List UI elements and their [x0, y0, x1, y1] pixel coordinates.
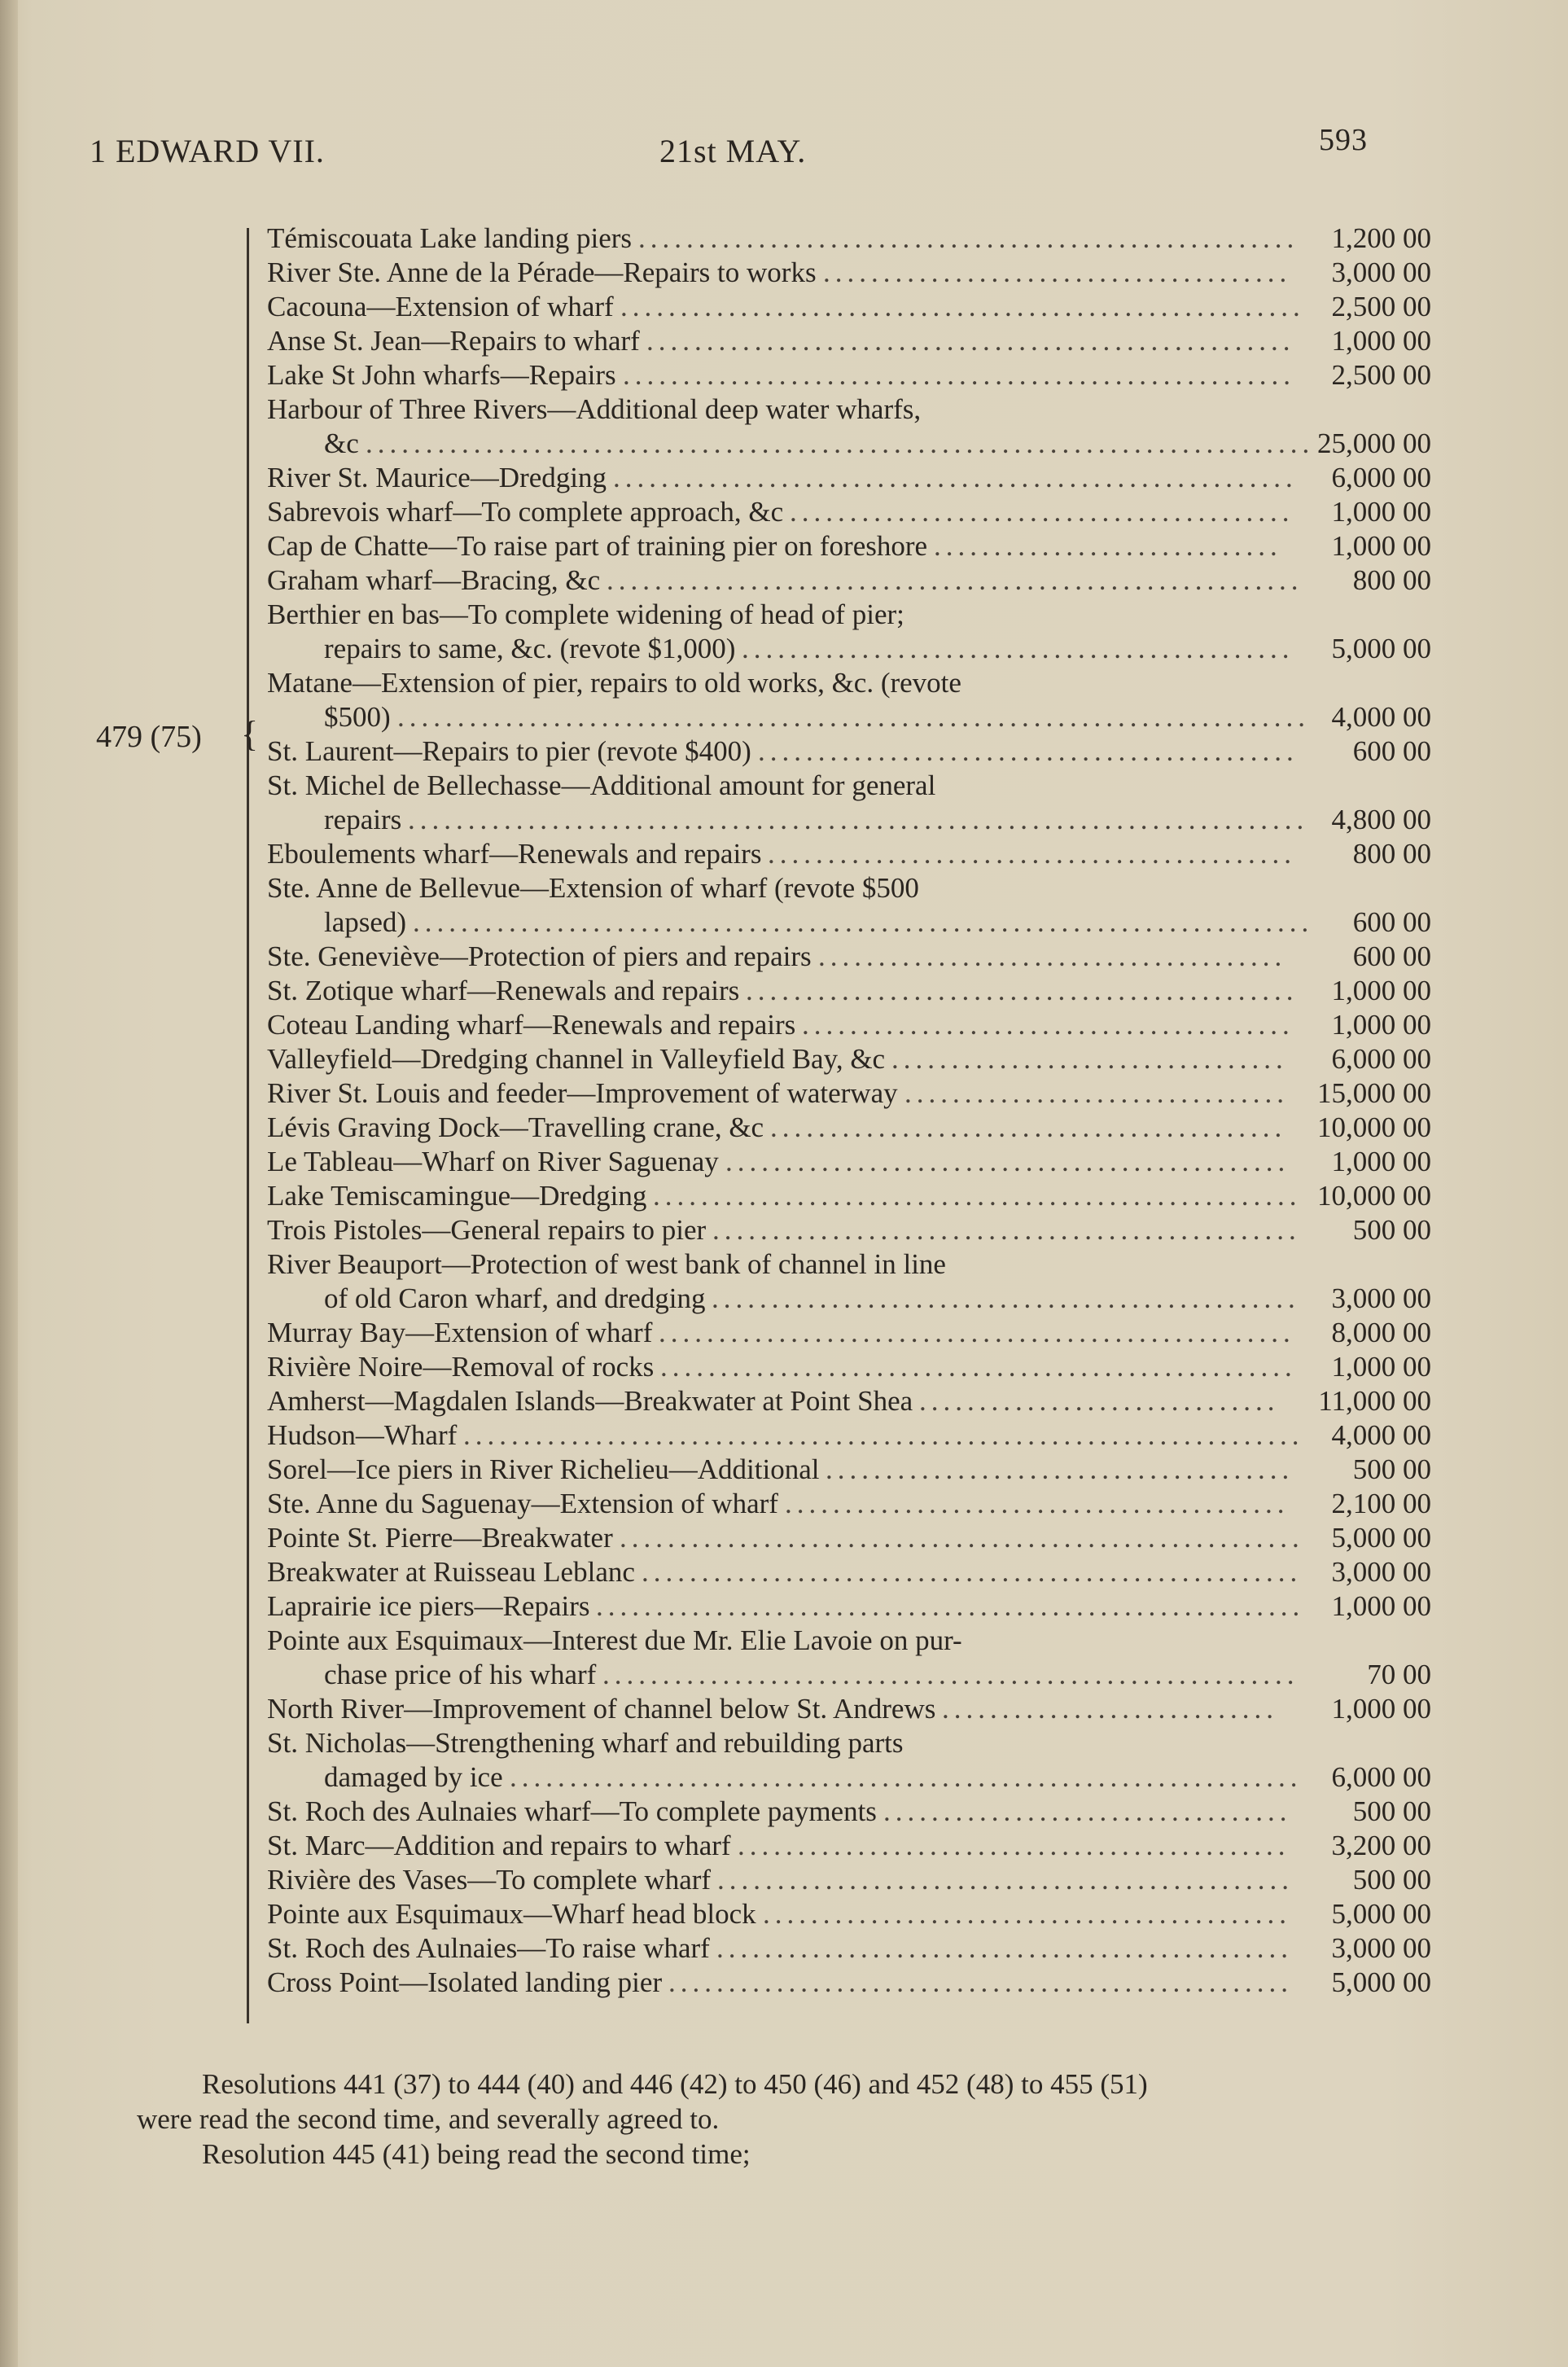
running-header-left: 1 EDWARD VII. — [90, 133, 325, 169]
item-description: North River—Improvement of channel below St. Andrews — [267, 1693, 936, 1725]
leader-dots: ............................................................................... — [366, 427, 1315, 459]
list-item — [267, 392, 1431, 427]
item-description: St. Marc—Addition and repairs to wharf — [267, 1830, 731, 1861]
item-amount: 1,000 00 — [1331, 1693, 1431, 1725]
list-item — [267, 1418, 1431, 1453]
item-description: St. Roch des Aulnaies—To raise wharf — [267, 1932, 710, 1964]
leader-dots: .................................................................. — [510, 1761, 1303, 1793]
item-description: lapsed) — [324, 906, 407, 938]
item-amount: 3,200 00 — [1331, 1830, 1431, 1861]
leader-dots: ...................................................................... — [463, 1419, 1304, 1451]
item-amount: 1,000 00 — [1331, 530, 1431, 562]
item-description: Pointe St. Pierre—Breakwater — [267, 1522, 613, 1554]
page-spine-shadow — [0, 0, 18, 2367]
leader-dots: ............................................. — [758, 735, 1299, 767]
list-item — [267, 290, 1431, 324]
item-description: repairs — [324, 804, 402, 835]
leader-dots: .......................................... — [790, 496, 1294, 528]
item-description: River St. Louis and feeder—Improvement of waterway — [267, 1077, 898, 1109]
item-amount: 10,000 00 — [1317, 1180, 1431, 1212]
list-item — [267, 563, 1431, 598]
item-description: Amherst—Magdalen Islands—Breakwater at Point Shea — [267, 1385, 913, 1417]
item-amount: 3,000 00 — [1331, 256, 1431, 288]
leader-dots: ............................................................................ — [397, 701, 1310, 733]
item-description: Lévis Graving Dock—Travelling crane, &c — [267, 1111, 764, 1143]
list-item — [267, 1350, 1431, 1384]
list-item — [267, 1931, 1431, 1966]
leader-dots: ................................ — [904, 1077, 1289, 1109]
item-description: River St. Maurice—Dredging — [267, 462, 607, 493]
leader-dots: ................................................ — [716, 1932, 1293, 1964]
running-header-date: 21st MAY. — [659, 133, 807, 169]
list-item — [267, 769, 1431, 803]
item-amount: 600 00 — [1352, 940, 1431, 972]
item-amount: 600 00 — [1352, 906, 1431, 938]
leader-dots: ........................................................................... — [413, 906, 1314, 938]
list-item — [267, 1692, 1431, 1726]
item-amount: 1,000 00 — [1331, 1351, 1431, 1383]
list-item — [267, 1658, 1431, 1692]
leader-dots: ....................................................... — [642, 1556, 1303, 1588]
item-amount: 3,000 00 — [1331, 1932, 1431, 1964]
leader-dots: ................................................ — [717, 1864, 1294, 1896]
item-amount: 1,000 00 — [1331, 1146, 1431, 1177]
leader-dots: ......................................................... — [620, 291, 1305, 322]
item-amount: 600 00 — [1352, 735, 1431, 767]
list-item — [267, 598, 1431, 632]
list-item — [267, 1076, 1431, 1111]
item-amount: 2,500 00 — [1331, 359, 1431, 391]
item-description: Hudson—Wharf — [267, 1419, 458, 1451]
item-description: St. Nicholas—Strengthening wharf and rebuilding parts — [267, 1727, 904, 1759]
item-amount: 1,200 00 — [1331, 222, 1431, 254]
item-amount: 5,000 00 — [1331, 1966, 1431, 1998]
list-item — [267, 529, 1431, 563]
footer-paragraph-line-2: were read the second time, and severally agreed to. — [137, 2103, 720, 2135]
list-item — [267, 974, 1431, 1008]
list-item — [267, 1247, 1431, 1282]
list-item — [267, 1897, 1431, 1931]
list-item — [267, 1760, 1431, 1795]
list-item — [267, 1589, 1431, 1624]
item-description: Rivière Noire—Removal of rocks — [267, 1351, 655, 1383]
list-item — [267, 1555, 1431, 1589]
leader-dots: ....................................................... — [638, 222, 1299, 254]
leader-dots: .................................................... — [668, 1966, 1293, 1998]
item-description: Sorel—Ice piers in River Richelieu—Additional — [267, 1453, 820, 1485]
list-item — [267, 324, 1431, 358]
item-description: Coteau Landing wharf—Renewals and repairs — [267, 1009, 796, 1041]
item-amount: 6,000 00 — [1331, 1761, 1431, 1793]
leader-dots: ............................................ — [763, 1898, 1291, 1930]
leader-dots: .................................. — [883, 1795, 1292, 1827]
list-item — [267, 1282, 1431, 1316]
list-item — [267, 632, 1431, 666]
item-amount: 1,000 00 — [1331, 325, 1431, 357]
item-description: Valleyfield—Dredging channel in Valleyfield Bay, &c — [267, 1043, 886, 1075]
leader-dots: .............................................. — [742, 633, 1294, 664]
item-amount: 4,000 00 — [1331, 701, 1431, 733]
item-amount: 5,000 00 — [1331, 633, 1431, 664]
list-item — [267, 1008, 1431, 1042]
item-amount: 4,000 00 — [1331, 1419, 1431, 1451]
list-item — [267, 1042, 1431, 1076]
item-description: Trois Pistoles—General repairs to pier — [267, 1214, 707, 1246]
list-item — [267, 1487, 1431, 1521]
list-item — [267, 803, 1431, 837]
list-item — [267, 734, 1431, 769]
leader-dots: .............................. — [919, 1385, 1280, 1417]
item-amount: 500 00 — [1352, 1795, 1431, 1827]
list-item — [267, 1453, 1431, 1487]
list-item — [267, 1384, 1431, 1418]
list-item — [267, 1316, 1431, 1350]
list-item — [267, 495, 1431, 529]
item-amount: 6,000 00 — [1331, 1043, 1431, 1075]
list-item — [267, 1966, 1431, 2000]
leader-dots: .............................................. — [738, 1830, 1290, 1861]
item-description: Cross Point—Isolated landing pier — [267, 1966, 663, 1998]
item-description: Ste. Anne de Bellevue—Extension of wharf (revote $500 — [267, 872, 919, 904]
leader-dots: ............................................... — [725, 1146, 1290, 1177]
item-description: St. Zotique wharf—Renewals and repairs — [267, 975, 740, 1006]
item-amount: 1,000 00 — [1331, 496, 1431, 528]
item-description: Rivière des Vases—To complete wharf — [267, 1864, 712, 1896]
leader-dots: ................................................. — [712, 1214, 1301, 1246]
list-item — [267, 700, 1431, 734]
leader-dots: ........................................................ — [623, 359, 1295, 391]
item-amount: 15,000 00 — [1317, 1077, 1431, 1109]
item-description: &c — [324, 427, 359, 459]
item-amount: 4,800 00 — [1331, 804, 1431, 835]
item-description: chase price of his wharf — [324, 1659, 597, 1690]
resolution-number-label: 479 (75) — [96, 720, 202, 754]
list-item — [267, 1521, 1431, 1555]
item-description: Harbour of Three Rivers—Additional deep water wharfs, — [267, 393, 922, 425]
item-amount: 11,000 00 — [1318, 1385, 1431, 1417]
leader-dots: ....................................... — [818, 940, 1287, 972]
item-amount: 3,000 00 — [1331, 1556, 1431, 1588]
item-amount: 500 00 — [1352, 1453, 1431, 1485]
appropriation-items-list — [267, 221, 1431, 2000]
item-description: Berthier en bas—To complete widening of head of pier; — [267, 598, 904, 630]
item-amount: 6,000 00 — [1331, 462, 1431, 493]
list-item — [267, 1111, 1431, 1145]
leader-dots: ...................................................... — [653, 1180, 1302, 1212]
item-description: repairs to same, &c. (revote $1,000) — [324, 633, 736, 664]
item-description: Eboulements wharf—Renewals and repairs — [267, 838, 762, 870]
leader-dots: .......................................... — [785, 1488, 1290, 1519]
list-item — [267, 666, 1431, 700]
item-amount: 70 00 — [1367, 1659, 1431, 1690]
item-description: damaged by ice — [324, 1761, 503, 1793]
item-description: St. Laurent—Repairs to pier (revote $400) — [267, 735, 751, 767]
item-amount: 5,000 00 — [1331, 1522, 1431, 1554]
list-item — [267, 1863, 1431, 1897]
page-number: 593 — [1319, 123, 1368, 157]
item-description: River Ste. Anne de la Pérade—Repairs to works — [267, 256, 817, 288]
leader-dots: ................................................. — [712, 1282, 1300, 1314]
list-item — [267, 358, 1431, 392]
item-description: Lake Temiscamingue—Dredging — [267, 1180, 647, 1212]
item-amount: 800 00 — [1352, 564, 1431, 596]
item-description: River Beauport—Protection of west bank of channel in line — [267, 1248, 946, 1280]
item-description: of old Caron wharf, and dredging — [324, 1282, 706, 1314]
leader-dots: .............................................. — [746, 975, 1299, 1006]
leader-dots: ......................................................... — [620, 1522, 1304, 1554]
list-item — [267, 1624, 1431, 1658]
item-description: Le Tableau—Wharf on River Saguenay — [267, 1146, 719, 1177]
item-description: Témiscouata Lake landing piers — [267, 222, 633, 254]
leader-dots: ............................................ — [768, 838, 1296, 870]
item-description: St. Roch des Aulnaies wharf—To complete payments — [267, 1795, 877, 1827]
leader-dots: ................................. — [891, 1043, 1288, 1075]
list-item — [267, 1179, 1431, 1213]
list-item — [267, 905, 1431, 940]
item-description: Graham wharf—Bracing, &c — [267, 564, 601, 596]
grouping-brace — [247, 228, 267, 2023]
leader-dots: ............................ — [942, 1693, 1278, 1725]
leader-dots: ...................................................... — [646, 325, 1295, 357]
leader-dots: .......................................................... — [602, 1659, 1299, 1690]
list-item — [267, 940, 1431, 974]
leader-dots: ......................................................... — [613, 462, 1298, 493]
list-item — [267, 221, 1431, 256]
leader-dots: ..................................................... — [659, 1317, 1295, 1348]
leader-dots: ............................. — [934, 530, 1282, 562]
item-amount: 3,000 00 — [1331, 1282, 1431, 1314]
leader-dots: ....................................... — [826, 1453, 1294, 1485]
leader-dots: .......................................................... — [607, 564, 1303, 596]
item-description: St. Michel de Bellechasse—Additional amount for general — [267, 769, 936, 801]
list-item — [267, 837, 1431, 871]
item-description: Cacouna—Extension of wharf — [267, 291, 614, 322]
item-description: Laprairie ice piers—Repairs — [267, 1590, 590, 1622]
item-amount: 1,000 00 — [1331, 975, 1431, 1006]
list-item — [267, 1829, 1431, 1863]
list-item — [267, 1145, 1431, 1179]
list-item — [267, 427, 1431, 461]
item-description: $500) — [324, 701, 391, 733]
item-description: Anse St. Jean—Repairs to wharf — [267, 325, 640, 357]
list-item — [267, 461, 1431, 495]
leader-dots: ......................................... — [802, 1009, 1294, 1041]
item-amount: 500 00 — [1352, 1864, 1431, 1896]
list-item — [267, 871, 1431, 905]
item-description: Pointe aux Esquimaux—Wharf head block — [267, 1898, 756, 1930]
item-description: Ste. Anne du Saguenay—Extension of wharf — [267, 1488, 778, 1519]
footer-paragraph-line-1: Resolutions 441 (37) to 444 (40) and 446 (42) to 450 (46) and 452 (48) to 455 (51) — [202, 2068, 1148, 2100]
item-description: Murray Bay—Extension of wharf — [267, 1317, 653, 1348]
item-amount: 5,000 00 — [1331, 1898, 1431, 1930]
item-amount: 10,000 00 — [1317, 1111, 1431, 1143]
leader-dots: ....................................... — [823, 256, 1292, 288]
item-description: Breakwater at Ruisseau Leblanc — [267, 1556, 635, 1588]
leader-dots: ..................................................... — [660, 1351, 1297, 1383]
item-amount: 500 00 — [1352, 1214, 1431, 1246]
item-amount: 2,500 00 — [1331, 291, 1431, 322]
list-item — [267, 1795, 1431, 1829]
item-amount: 1,000 00 — [1331, 1009, 1431, 1041]
item-amount: 8,000 00 — [1331, 1317, 1431, 1348]
item-amount: 25,000 00 — [1317, 427, 1431, 459]
item-description: Sabrevois wharf—To complete approach, &c — [267, 496, 784, 528]
brace-tip: { — [241, 714, 259, 754]
list-item — [267, 256, 1431, 290]
item-amount: 800 00 — [1352, 838, 1431, 870]
leader-dots: ........................................... — [770, 1111, 1287, 1143]
footer-paragraph-line-3: Resolution 445 (41) being read the second time; — [202, 2138, 751, 2170]
item-description: Cap de Chatte—To raise part of training pier on foreshore — [267, 530, 928, 562]
list-item — [267, 1213, 1431, 1247]
item-description: Pointe aux Esquimaux—Interest due Mr. Elie Lavoie on pur- — [267, 1624, 962, 1656]
leader-dots: ........................................................................... — [408, 804, 1309, 835]
item-amount: 2,100 00 — [1331, 1488, 1431, 1519]
list-item — [267, 1726, 1431, 1760]
item-description: Matane—Extension of pier, repairs to old works, &c. (revote — [267, 667, 961, 699]
leader-dots: ........................................................... — [596, 1590, 1305, 1622]
item-description: Ste. Geneviève—Protection of piers and repairs — [267, 940, 812, 972]
item-description: Lake St John wharfs—Repairs — [267, 359, 616, 391]
item-amount: 1,000 00 — [1331, 1590, 1431, 1622]
